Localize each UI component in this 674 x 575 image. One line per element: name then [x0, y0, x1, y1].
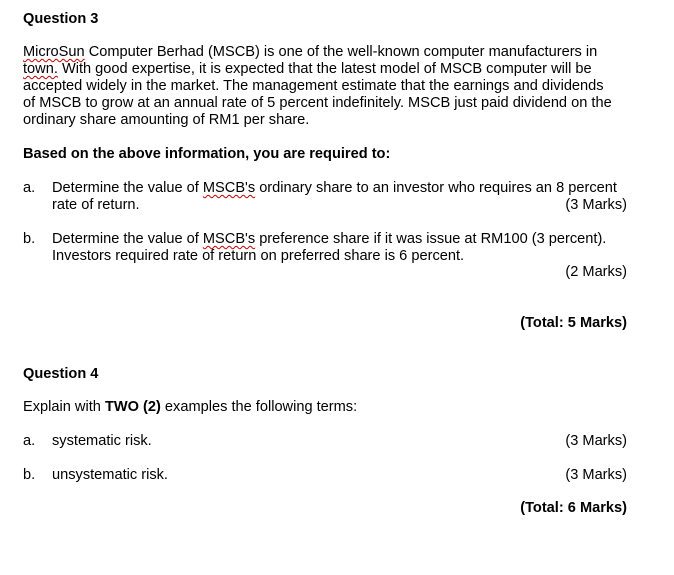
intro-line-4: of MSCB to grow at an annual rate of 5 percent indefinitely. MSCB just paid dividend on the [23, 95, 612, 111]
item-a-label: a. [23, 180, 36, 196]
item-a-pre: Determine the value of [52, 180, 203, 196]
q4-item-a-marks: (3 Marks) [565, 433, 627, 449]
q4-item-b-text: unsystematic risk. [52, 467, 168, 483]
item-b-line-1 [52, 231, 606, 248]
question-4-total: (Total: 6 Marks) [520, 500, 627, 516]
intro-line-1 [23, 44, 629, 61]
intro-line-3: accepted widely in the market. The management estimate that the earnings and dividends [23, 78, 604, 94]
intro-line-2-text: With good expertise, it is expected that the latest model of MSCB computer will be [57, 61, 592, 77]
item-a-post: ordinary share to an investor who requires an 8 percent [255, 180, 617, 196]
item-b-mscb: MSCB's [202, 231, 256, 247]
item-a-text [52, 180, 617, 214]
q4-item-a-text: systematic risk. [52, 433, 152, 449]
item-a-line-2: rate of return. [52, 197, 140, 213]
intro-line-2 [23, 61, 629, 78]
question-4-heading: Question 4 [23, 366, 99, 382]
town-word: town. [23, 61, 58, 77]
q4-item-b-marks: (3 Marks) [565, 467, 627, 483]
item-b-line-2: Investors required rate of return on preferred share is 6 percent. [52, 248, 465, 264]
question-3-instruction: Based on the above information, you are required to: [23, 146, 391, 162]
q4-item-a-label: a. [23, 433, 36, 449]
question-3-heading: Question 3 [23, 11, 99, 27]
q4-item-b-label: b. [23, 467, 36, 483]
item-b-marks: (2 Marks) [565, 264, 627, 280]
intro-line-5: ordinary share amounting of RM1 per share. [23, 112, 310, 128]
intro-line-1-text: Computer Berhad (MSCB) is one of the well-known computer manufacturers in [84, 44, 598, 60]
question-4-instruction [23, 399, 357, 415]
item-b-text [52, 231, 606, 265]
item-b-post: preference share if it was issue at RM100 (3 percent). [255, 231, 607, 247]
item-b-pre: Determine the value of [52, 231, 203, 247]
brand-name: MicroSun [23, 44, 85, 60]
instruction-post: examples the following terms: [160, 399, 358, 415]
item-b-label: b. [23, 231, 36, 247]
instruction-bold: TWO (2) [104, 399, 161, 415]
item-a-marks: (3 Marks) [565, 197, 627, 213]
instruction-pre: Explain with [23, 399, 105, 415]
item-a-line-1 [52, 180, 617, 197]
question-3-intro [23, 44, 629, 129]
question-3-total: (Total: 5 Marks) [520, 315, 627, 331]
item-a-mscb: MSCB's [202, 180, 256, 196]
